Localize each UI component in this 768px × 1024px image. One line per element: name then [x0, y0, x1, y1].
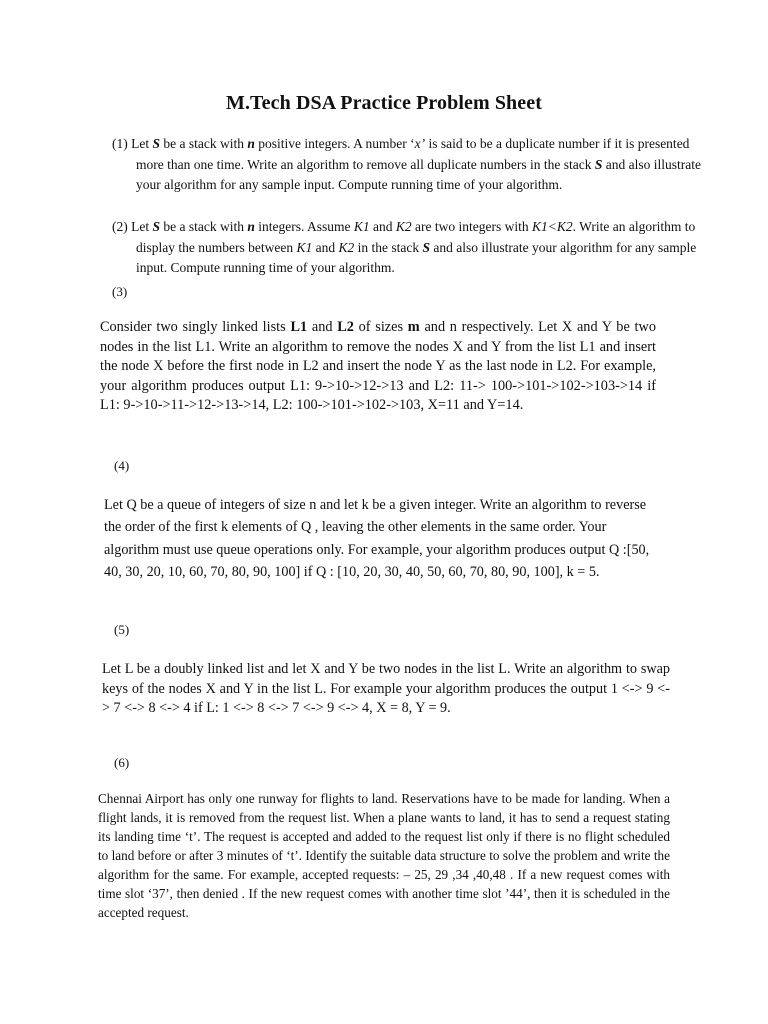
- problem-3-number: (3): [112, 284, 128, 299]
- problem-1: [112, 134, 706, 196]
- k2-var: K2: [395, 219, 412, 234]
- problem-3-text: [100, 318, 656, 416]
- problem-2-text: Let: [131, 219, 153, 234]
- problem-6-number: (6): [114, 755, 130, 770]
- list-l2: L2: [337, 319, 354, 335]
- stack-var: S: [594, 156, 603, 172]
- n-var: n: [247, 136, 255, 151]
- stack-var: S: [152, 136, 161, 151]
- k2-var: K2: [338, 239, 355, 255]
- problem-1-text: and also illustrate your algorithm for any sample input. Compute running time of your algorithm.: [136, 156, 701, 193]
- problem-3-text-part: Consider two singly linked lists: [100, 319, 291, 335]
- problem-5-text: Let L be a doubly linked list and let X and Y be two nodes in the list L. Write an algorithm to swap keys of the nodes X and Y in the list L. For example your algorithm produces the output 1 <-> 9 <-> 7 <-> 8 <-> 4 if L: 1 <-> 8 <-> 7 <-> 9 <-> 4, X = 8, Y = 9.: [102, 661, 670, 716]
- problem-2-text: in the stack: [354, 239, 423, 255]
- problem-6-text: Chennai Airport has only one runway for flights to land. Reservations have to be made for landing. When a flight lands, it is removed from the request list. When a plane wants to land, it has to send a request stating its landing time ‘t’. The request is accepted and added to the request list only if there is no flight scheduled to land before or after 3 minutes of ‘t’. Identify the suitable data structure to solve the problem and write the algorithm for the same. For example, accepted requests: – 25, 29 ,34 ,40,48 . If a new request comes with time slot ‘37’, then denied . If the new request comes with another time slot ’44’, then it is scheduled in the accepted request.: [98, 791, 670, 920]
- problem-2-text: and: [312, 239, 339, 255]
- problem-3-text-part: and n respectively. Let X and Y be two nodes in the list L1. Write an algorithm to remove the nodes X and Y from the list L1 and insert the node X before the first node in L2 and insert the node Y as the last node in L2. For example, your algorithm produces output L1: 9->10->12->13 and L2: 11-> 100->101->102->103->14 if L1: 9->10->11->12->13->14, L2: 100->101->102->103, X=11 and Y=14.: [100, 319, 656, 413]
- problem-2-text: and: [369, 219, 396, 234]
- problem-3-text-part: and: [307, 319, 338, 335]
- list-l1: L1: [290, 319, 308, 335]
- problem-2-text: integers. Assume: [254, 219, 354, 234]
- k1-k2-relation: K1<K2: [532, 219, 573, 234]
- problem-1-text: positive integers. A number ‘: [254, 136, 415, 151]
- page-title: M.Tech DSA Practice Problem Sheet: [225, 92, 542, 114]
- problem-2-text: and also illustrate your algorithm for any sample input. Compute running time of your algorithm.: [136, 239, 697, 276]
- problem-4-text: Let Q be a queue of integers of size n and let k be a given integer. Write an algorithm to reverse the order of the first k elements of Q , leaving the other elements in the same order. Your algorithm must use queue operations only. For example, your algorithm produces output Q :[50, 40, 30, 20, 10, 60, 70, 80, 90, 100] if Q : [10, 20, 30, 40, 50, 60, 70, 80, 90, 100], k = 5.: [104, 497, 650, 580]
- problem-1-number: (1): [112, 136, 128, 151]
- problem-1-text: is said to be a duplicate number if it is presented more than one time. Write an algorithm to remove all duplicate numbers in the stack: [136, 136, 690, 172]
- k1-var: K1: [296, 239, 313, 255]
- k1-var: K1: [353, 219, 370, 234]
- problem-1-text: Let: [131, 136, 153, 151]
- problem-1-text: be a stack with: [160, 136, 248, 151]
- x-var: x’: [414, 136, 426, 151]
- problem-2-number: (2): [112, 219, 128, 234]
- problem-3-text-part: of sizes: [353, 319, 408, 335]
- stack-var: S: [152, 219, 161, 234]
- problem-2: [112, 217, 706, 279]
- stack-var: S: [422, 239, 430, 255]
- problem-5-number: (5): [114, 622, 130, 637]
- n-var: n: [247, 219, 255, 234]
- problem-2-text: be a stack with: [160, 219, 248, 234]
- problem-4-number: (4): [114, 458, 130, 473]
- problem-2-text: are two integers with: [411, 219, 533, 234]
- problem-2-text: . Write an algorithm to display the numbers between: [136, 219, 696, 255]
- m-var: m: [407, 319, 420, 335]
